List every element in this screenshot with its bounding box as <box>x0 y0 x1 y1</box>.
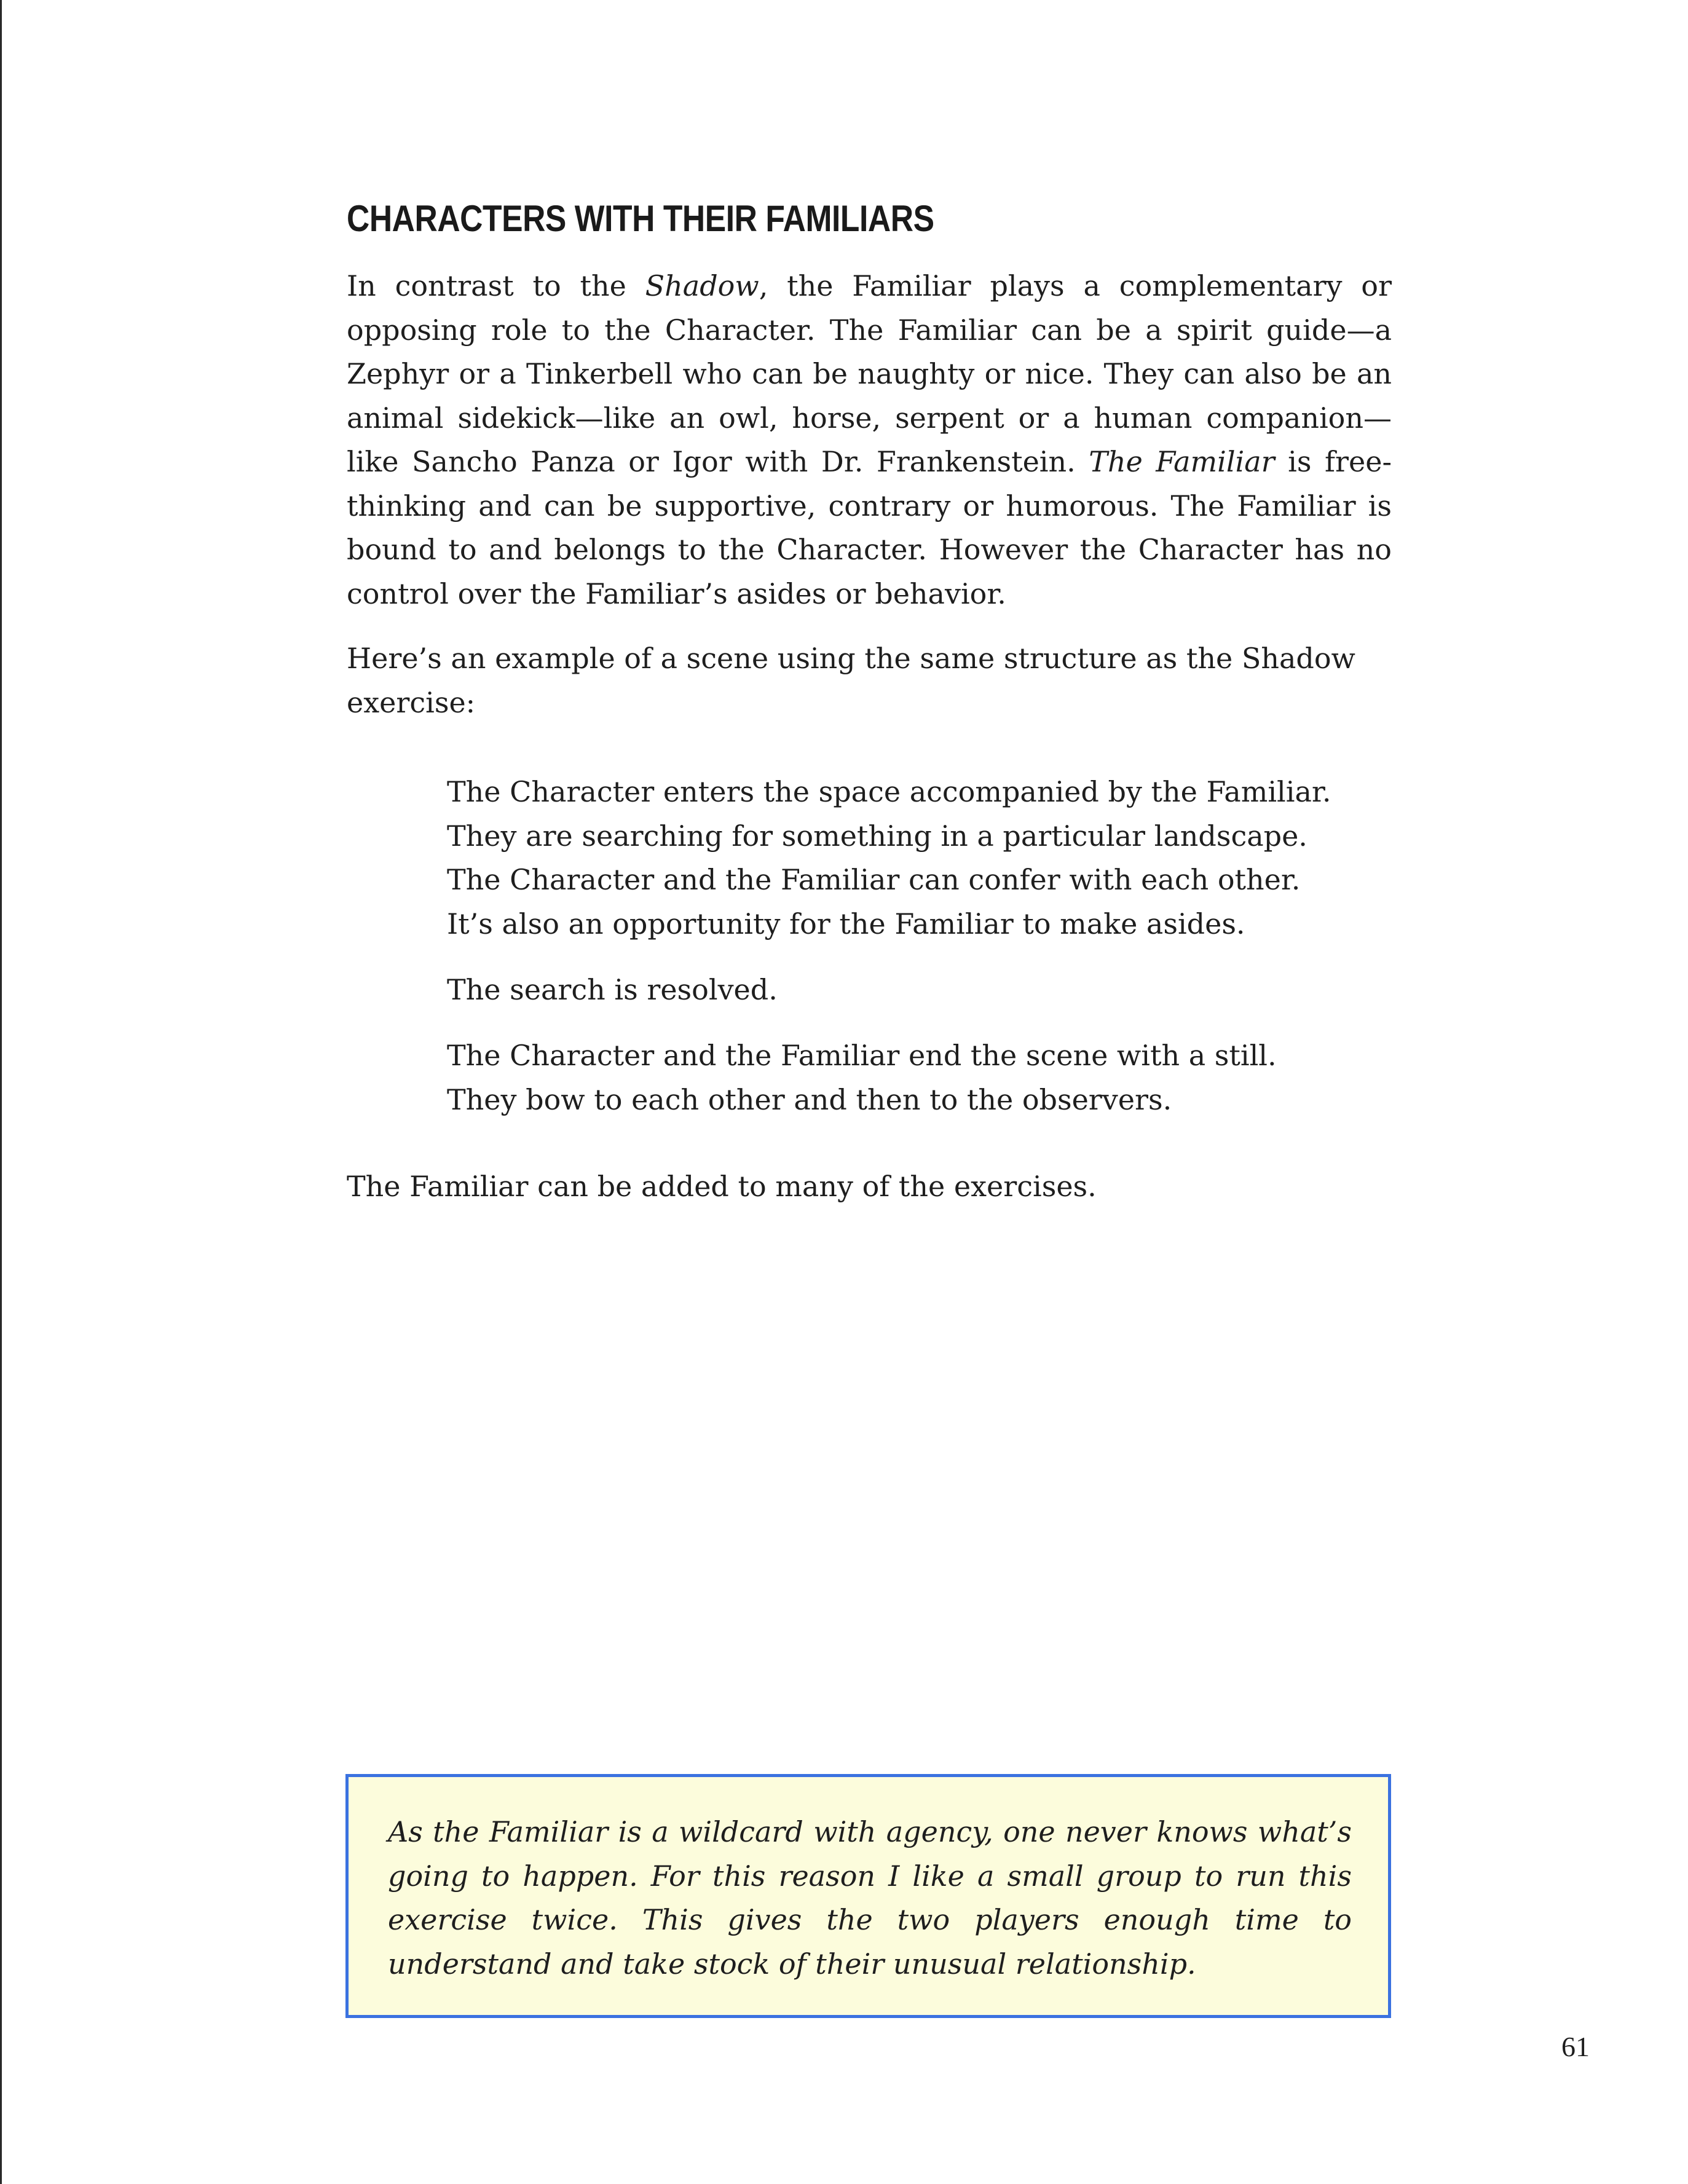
intro-italic-familiar: The Familiar <box>1089 445 1275 478</box>
page-edge-rule <box>0 0 2 2184</box>
intro-italic-shadow: Shadow <box>645 269 759 302</box>
scene-block-2 <box>447 968 1392 1012</box>
section-heading: CHARACTERS WITH THEIR FAMILIARS <box>347 198 934 239</box>
intro-text-part-1: In contrast to the <box>347 269 645 302</box>
scene-line: The Character enters the space accompanied by the Familiar. <box>447 775 1331 808</box>
tip-note-text: As the Familiar is a wildcard with agency, one never knows what’s going to happen. For this reason I like a small group to run this exercise twice. This gives the two players enough time to understand and take stock of their unusual relationship. <box>388 1815 1352 1981</box>
tip-note-box <box>345 1774 1391 2018</box>
scene-block-3 <box>447 1034 1392 1122</box>
page-number: 61 <box>1561 2031 1590 2062</box>
intro-text-part-2: , the Familiar plays a complementary or opposing role to the Character. The Familiar can be a spirit guide—a Zephyr or a Tinkerbell who can be naughty or nice. They can also be an animal sidekick—like an owl, horse, serpent or a human companion—like Sancho Panza or Igor with Dr. Frankenstein. <box>347 269 1392 478</box>
scene-block-1 <box>447 770 1392 946</box>
closing-paragraph: The Familiar can be added to many of the exercises. <box>347 1170 1097 1203</box>
scene-line: The search is resolved. <box>447 973 778 1006</box>
scene-line: The Character and the Familiar can confer with each other. <box>447 863 1301 896</box>
scene-line: They bow to each other and then to the observers. <box>447 1082 1172 1116</box>
intro-text-part-3: is free-thinking and can be supportive, contrary or humorous. The Familiar is bound to and belongs to the Character. However the Character has no control over the Familiar’s asides or behavior. <box>347 445 1392 610</box>
scene-line: The Character and the Familiar end the scene with a still. <box>447 1039 1277 1072</box>
intro-paragraph <box>347 264 1392 616</box>
scene-line: They are searching for something in a particular landscape. <box>447 819 1307 853</box>
example-intro-paragraph: Here’s an example of a scene using the same structure as the Shadow exercise: <box>347 642 1355 719</box>
scene-line: It’s also an opportunity for the Familiar to make asides. <box>447 907 1245 940</box>
